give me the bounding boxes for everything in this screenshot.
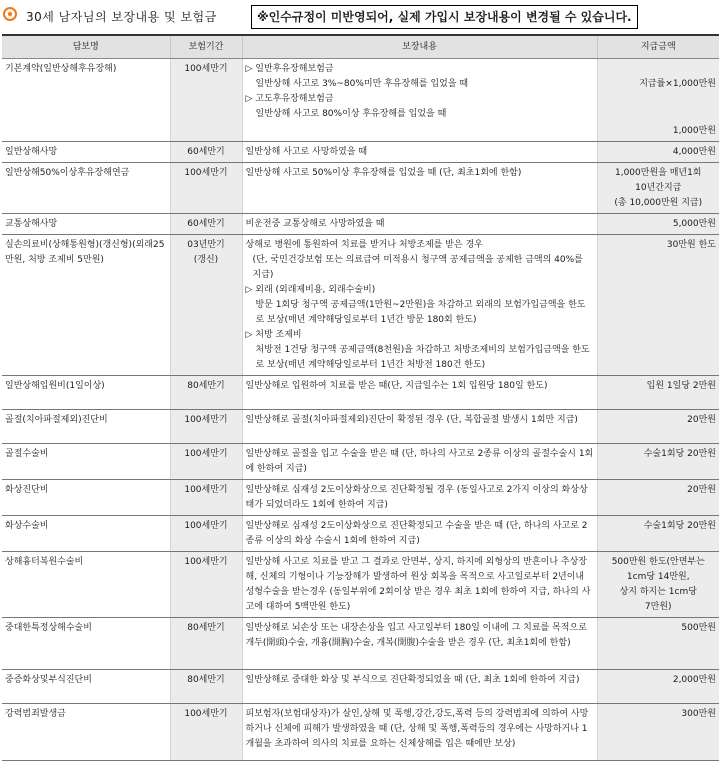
coverage-period (170, 235, 242, 376)
coverage-name: 화상수술비 (2, 516, 170, 552)
payout-amount (597, 59, 719, 142)
coverage-period-text: 100세만기 (184, 485, 228, 495)
coverage-name: 화상진단비 (2, 480, 170, 516)
coverage-period-text: 100세만기 (184, 709, 228, 719)
table-row (2, 142, 719, 163)
coverage-name: 일반상해사망 (2, 142, 170, 163)
amount-line: 상지 하지는 1cm당 (619, 587, 697, 597)
page-header (0, 0, 720, 34)
content-line: 일반상해 사고로 사망하였을 때 (245, 147, 368, 157)
table-row (2, 516, 719, 552)
content-line: 일반상해로 심재성 2도이상화상으로 진단확정되고 수술을 받은 때 (단, 하나의 사고로 2종류 이상의 화상 수술시 1회에 한하여 지급) (245, 521, 588, 546)
content-line: 피보험자(보험대상자)가 살인,상해 및 폭행,강간,강도,폭력 등의 강력범죄에 의하여 사망하거나 신체에 피해가 발생하였을 때 (단, 상해 및 폭행,폭력등의 경우에는 사망하거나 1개월을 초과하여 의사의 치료를 요하는 신체상해를 입은 때에만 보상) (245, 709, 589, 749)
column-header: 보험기간 (170, 35, 242, 59)
coverage-name: 골절(치아파절제외)진단비 (2, 410, 170, 444)
coverage-content (242, 516, 597, 552)
column-header: 담보명 (2, 35, 170, 59)
coverage-content (242, 704, 597, 761)
coverage-content (242, 670, 597, 704)
coverage-period (170, 410, 242, 444)
payout-amount (597, 704, 719, 761)
coverage-name: 일반상해50%이상후유장해연금 (2, 163, 170, 214)
amount-line: 입원 1일당 2만원 (646, 381, 716, 391)
table-row (2, 618, 719, 670)
content-line: 일반상해 사고로 치료를 받고 그 결과로 안면부, 상지, 하지에 외형상의 반흔이나 추상장해, 신체의 기형이나 기능장해가 발생하여 원상 회복을 목적으로 사고일로부터 2년이내 성형수술을 받는경우 (동일부위에 2회이상 받은 경우 최초 1회에 한하여 지급, 하나의 사고에 대하여 5백만원 한도) (245, 557, 591, 612)
coverage-table (2, 34, 719, 761)
table-row (2, 235, 719, 376)
coverage-name: 기본계약(일반상해후유장해) (2, 59, 170, 142)
spacer (601, 92, 717, 124)
payout-amount (597, 516, 719, 552)
logo-icon (3, 7, 17, 21)
payout-amount (597, 618, 719, 670)
content-line: 일반상해로 골절(치아파절제외)진단이 확정된 경우 (단, 복합골절 발생시 1회만 지급) (245, 415, 578, 425)
table-row (2, 670, 719, 704)
content-line: ▷ 처방 조제비 (245, 330, 302, 340)
amount-line: 7만원) (644, 602, 672, 612)
coverage-period-text: 100세만기 (184, 64, 228, 74)
payout-amount (597, 142, 719, 163)
content-line: (단, 국민건강보험 또는 의료급여 미적용시 청구액 공제금액을 공제한 금액의 40%를 지급) (252, 255, 583, 280)
coverage-period-text: 100세만기 (184, 168, 228, 178)
coverage-content (242, 444, 597, 480)
content-line: ▷ 외래 (외래제비용, 외래수술비) (245, 285, 376, 295)
coverage-name: 골절수술비 (2, 444, 170, 480)
coverage-period-text: 60세만기 (187, 219, 225, 229)
content-line: 일반상해로 입원하여 치료를 받은 때(단, 지급일수는 1회 입원당 180일 한도) (245, 381, 548, 391)
payout-amount (597, 444, 719, 480)
coverage-content (242, 142, 597, 163)
coverage-period-text: 100세만기 (184, 557, 228, 567)
coverage-name: 일반상해입원비(1일이상) (2, 376, 170, 410)
page-title: 30세 남자님의 보장내용 및 보험금 (26, 10, 217, 24)
amount-line: (총 10,000만원 지급) (614, 198, 703, 208)
payout-amount (597, 480, 719, 516)
content-line: ▷ 일반후유장해보험금 (245, 64, 334, 74)
coverage-content (242, 59, 597, 142)
payout-amount (597, 235, 719, 376)
coverage-name: 상해흉터복원수술비 (2, 552, 170, 618)
coverage-period (170, 142, 242, 163)
coverage-period-text: 80세만기 (187, 675, 225, 685)
table-row (2, 480, 719, 516)
coverage-content (242, 410, 597, 444)
amount-line: 2,000만원 (672, 675, 716, 685)
coverage-name: 교통상해사망 (2, 214, 170, 235)
column-header: 보장내용 (242, 35, 597, 59)
table-row (2, 59, 719, 142)
content-line: 처방전 1건당 청구액 공제금액(8천원)을 차감하고 처방조제비의 보험가입금액을 한도로 보상(매년 계약해당일로부터 1년간 처방전 180건 한도) (255, 345, 590, 370)
coverage-period-text: 03년만기 (갱신) (187, 240, 225, 265)
coverage-content (242, 552, 597, 618)
payout-amount (597, 214, 719, 235)
table-row (2, 552, 719, 618)
table-header-row (2, 35, 719, 59)
table-row (2, 163, 719, 214)
table-row (2, 376, 719, 410)
content-line: 비운전중 교통상해로 사망하였을 때 (245, 219, 385, 229)
content-line: 일반상해로 골절을 입고 수술을 받은 때 (단, 하나의 사고로 2종류 이상의 골절수술시 1회에 한하여 지급) (245, 449, 594, 474)
coverage-name: 중증화상및부식진단비 (2, 670, 170, 704)
coverage-content (242, 163, 597, 214)
coverage-period (170, 618, 242, 670)
amount-line: 지급률×1,000만원 (639, 79, 716, 89)
table-row (2, 214, 719, 235)
coverage-period-text: 60세만기 (187, 147, 225, 157)
table-row (2, 410, 719, 444)
amount-line: 1cm당 14만원, (626, 572, 690, 582)
table-row (2, 704, 719, 761)
coverage-period (170, 376, 242, 410)
coverage-period-text: 100세만기 (184, 521, 228, 531)
payout-amount (597, 376, 719, 410)
coverage-period (170, 704, 242, 761)
content-line: 일반상해 사고로 3%~80%미만 후유장해를 입었을 때 (255, 79, 469, 89)
payout-amount (597, 410, 719, 444)
coverage-period (170, 480, 242, 516)
amount-line: 1,000만원을 매년1회 (614, 168, 702, 178)
amount-line: 10년간지급 (635, 183, 682, 193)
coverage-period (170, 163, 242, 214)
content-line: 일반상해로 심재성 2도이상화상으로 진단확정될 경우 (동일사고로 2가지 이상의 화상상태가 되었더라도 1회에 한하여 지급) (245, 485, 588, 510)
content-line: 일반상해 사고로 80%이상 후유장해를 입었을 때 (255, 109, 447, 119)
table-row (2, 444, 719, 480)
coverage-content (242, 376, 597, 410)
coverage-period (170, 444, 242, 480)
coverage-period-text: 80세만기 (187, 381, 225, 391)
amount-line: 5,000만원 (672, 219, 716, 229)
amount-line: 30만원 한도 (666, 240, 716, 250)
amount-line: 300만원 (681, 709, 716, 719)
coverage-period (170, 516, 242, 552)
amount-line: 4,000만원 (672, 147, 716, 157)
content-line: 일반상해로 중대한 화상 및 부식으로 진단확정되었을 때 (단, 최초 1회에 한하여 지급) (245, 675, 580, 685)
spacer (601, 62, 717, 77)
coverage-period-text: 100세만기 (184, 449, 228, 459)
coverage-name: 실손의료비(상해통원형)(갱신형)(외래25만원, 처방 조제비 5만원) (2, 235, 170, 376)
amount-line: 500만원 (681, 623, 716, 633)
coverage-period (170, 214, 242, 235)
coverage-period (170, 59, 242, 142)
coverage-name: 중대한특정상해수술비 (2, 618, 170, 670)
content-line: 일반상해로 뇌손상 또는 내장손상을 입고 사고일부터 180일 이내에 그 치료를 목적으로 개두(開頭)수술, 개흉(開胸)수술, 개복(開腹)수술을 받은 경우 (단, 최초1회에 한함) (245, 623, 587, 648)
coverage-period (170, 552, 242, 618)
amount-line: 1,000만원 (672, 126, 716, 136)
amount-line: 500만원 한도(안면부는 (611, 557, 705, 567)
content-line: 방문 1회당 청구액 공제금액(1만원~2만원)을 차감하고 외래의 보험가입금액을 한도로 보상(매년 계약해당일로부터 1년간 방문 180회 한도) (255, 300, 586, 325)
amount-line: 20만원 (687, 415, 716, 425)
payout-amount (597, 670, 719, 704)
coverage-content (242, 480, 597, 516)
coverage-content (242, 618, 597, 670)
amount-line: 20만원 (687, 485, 716, 495)
coverage-period (170, 670, 242, 704)
column-header: 지급금액 (597, 35, 719, 59)
coverage-period-text: 80세만기 (187, 623, 225, 633)
coverage-name: 강력범죄발생금 (2, 704, 170, 761)
content-line: 일반상해 사고로 50%이상 후유장해를 입었을 때 (단, 최초1회에 한함) (245, 168, 522, 178)
payout-amount (597, 163, 719, 214)
notice-box: ※인수규정이 미반영되어, 실제 가입시 보장내용이 변경될 수 있습니다. (251, 5, 638, 29)
content-line: ▷ 고도후유장해보험금 (245, 94, 334, 104)
payout-amount (597, 552, 719, 618)
content-line: 상해로 병원에 통원하여 치료를 받거나 처방조제를 받은 경우 (245, 240, 483, 250)
coverage-content (242, 214, 597, 235)
coverage-content (242, 235, 597, 376)
amount-line: 수술1회당 20만원 (643, 449, 716, 459)
coverage-period-text: 100세만기 (184, 415, 228, 425)
amount-line: 수술1회당 20만원 (643, 521, 716, 531)
